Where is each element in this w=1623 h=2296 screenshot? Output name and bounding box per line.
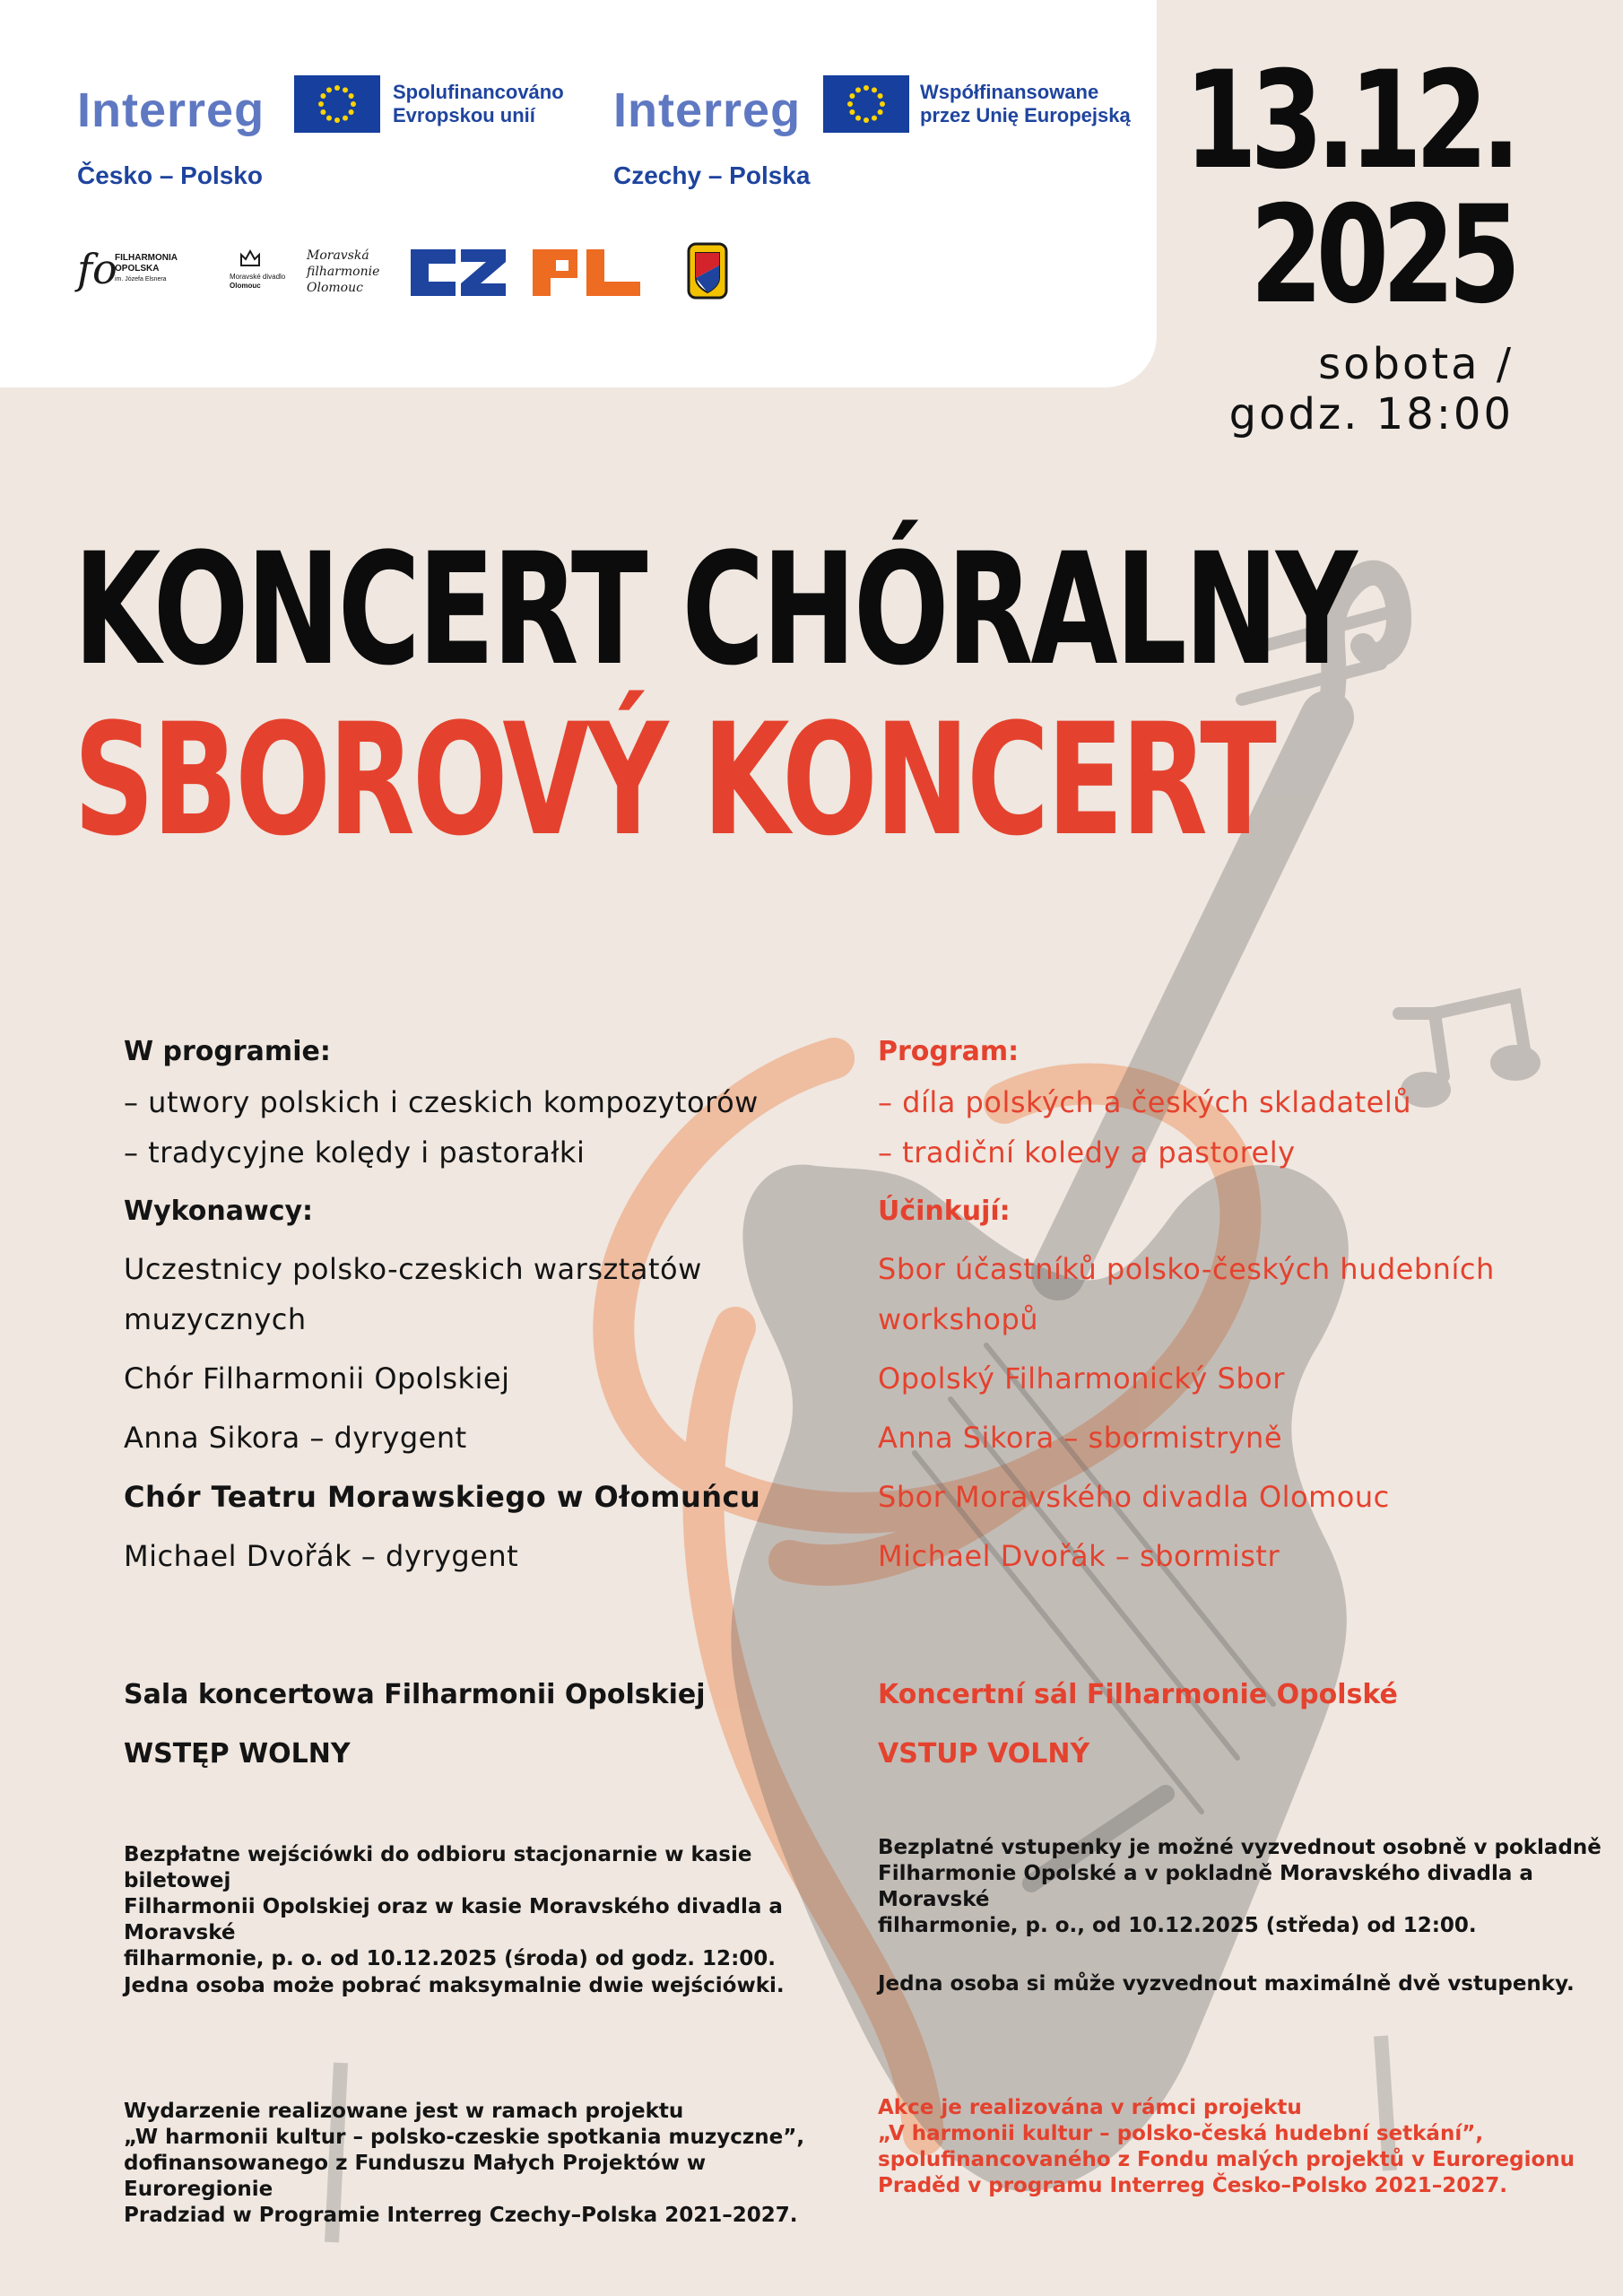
ticket-limit-polish: Jedna osoba może pobrać maksymalnie dwie wejściówki. — [124, 1974, 785, 1997]
event-date-year: 2025 — [1249, 178, 1514, 334]
event-date-day: 13.12. — [1184, 43, 1514, 199]
performer: Chór Teatru Morawskiego w Ołomuńcu — [124, 1480, 761, 1514]
performer: workshopů — [878, 1302, 1039, 1336]
event-weekday-time — [1229, 339, 1514, 439]
tickets-info-polish: Bezpłatne wejściówki do odbioru stacjonarnie w kasie biletowej Filharmonii Opolskiej oraz w kasie Moravského divadla a Moravské filharmonie, p. o. od 10.12.2025 (środa) od godz. 12:00. — [124, 1843, 783, 1970]
conductor-role: – dyrygent — [352, 1539, 519, 1573]
eu-cofinanced-pl: Współfinansowane przez Unię Europejską — [920, 81, 1131, 126]
region-pl-cz: Czechy – Polska — [613, 161, 811, 189]
interreg-logo-right: Interreg — [613, 83, 802, 137]
performer: Sbor účastníků polsko-českých hudebních — [878, 1252, 1495, 1286]
conductor-name: Anna Sikora — [878, 1421, 1055, 1455]
header-logo-card — [0, 0, 1157, 387]
conductor-name: Michael Dvořák — [878, 1539, 1107, 1573]
program-item: – tradiční koledy a pastorely — [878, 1135, 1296, 1170]
performers-heading: Účinkují: — [878, 1196, 1011, 1227]
program-column-czech — [878, 1027, 1595, 1581]
performer: Uczestnicy polsko-czeskich warsztatów — [124, 1252, 702, 1286]
event-date — [1184, 43, 1514, 334]
performer — [878, 1531, 1595, 1581]
program-item: – tradycyjne kolędy i pastorałki — [124, 1135, 586, 1170]
performer — [124, 1531, 841, 1581]
ticket-limit-czech: Jedna osoba si může vyzvednout maximálně dvě vstupenky. — [878, 1972, 1575, 1996]
region-cz-pl: Česko – Polsko — [77, 161, 263, 189]
czpl-logo — [411, 242, 640, 298]
event-time: godz. 18:00 — [1228, 389, 1514, 439]
eu-flag-icon — [823, 75, 909, 133]
conductor-name: Michael Dvořák — [124, 1539, 352, 1573]
filharmonia-opolska-logo: fo FILHARMONIA OPOLSKA im. Józefa Elsnera — [77, 245, 178, 293]
program-item: – utwory polskich i czeskich kompozytorów — [124, 1085, 759, 1119]
performer: Opolský Filharmonický Sbor — [878, 1361, 1285, 1396]
program-column-polish — [124, 1027, 841, 1581]
performer: Chór Filharmonii Opolskiej — [124, 1361, 510, 1396]
moravske-divadlo-filharmonie-logo: Moravské divadlo Olomouc Moravská filharmonie Olomouc — [230, 248, 380, 295]
entry-czech: VSTUP VOLNÝ — [878, 1738, 1090, 1770]
title-polish: KONCERT CHÓRALNY — [74, 519, 1355, 700]
performer: muzycznych — [124, 1302, 307, 1336]
title-czech: SBOROVÝ KONCERT — [74, 690, 1275, 870]
project-info-polish: Wydarzenie realizowane jest w ramach projektu „W harmonii kultur – polsko-czeskie spotkania muzyczne”, dofinansowanego z Funduszu Małych Projektów w Euroregionie Pradziad w Programie Interreg Czechy–Polska 2021–2027. — [124, 2100, 805, 2227]
performer: Sbor Moravského divadla Olomouc — [878, 1480, 1390, 1514]
venue-czech: Koncertní sál Filharmonie Opolské — [878, 1679, 1398, 1710]
conductor-role: – dyrygent — [299, 1421, 467, 1455]
crest-icon — [687, 242, 728, 300]
theatre-crown-icon — [239, 248, 262, 267]
entry-polish: WSTĘP WOLNY — [124, 1738, 351, 1770]
performer — [124, 1413, 841, 1463]
performers-heading: Wykonawcy: — [124, 1196, 314, 1227]
program-heading: Program: — [878, 1036, 1020, 1067]
eu-flag-icon — [294, 75, 380, 133]
conductor-name: Anna Sikora — [124, 1421, 300, 1455]
conductor-role: – sbormistr — [1106, 1539, 1280, 1573]
conductor-role: – sbormistryně — [1054, 1421, 1283, 1455]
program-item: – díla polských a českých skladatelů — [878, 1085, 1412, 1119]
eu-cofinanced-cz: Spolufinancováno Evropskou unií — [393, 81, 564, 126]
event-weekday: sobota / — [1318, 339, 1514, 389]
venue-polish: Sala koncertowa Filharmonii Opolskiej — [124, 1679, 706, 1710]
performer — [878, 1413, 1595, 1463]
program-heading: W programie: — [124, 1036, 331, 1067]
tickets-info-czech: Bezplatné vstupenky je možné vyzvednout osobně v pokladně Filharmonie Opolské a v pokladně Moravského divadla a Moravské filharmonie, p. o., od 10.12.2025 (středa) od 12:00. — [878, 1836, 1601, 1937]
interreg-logo-left: Interreg — [77, 83, 265, 137]
project-info-czech: Akce je realizována v rámci projektu „V harmonii kultur – polsko-česká hudební setkání”, spolufinancovaného z Fondu malých projektů v Euroregionu Praděd v programu Interreg Česko–Polsko 2021–2027. — [878, 2096, 1575, 2197]
